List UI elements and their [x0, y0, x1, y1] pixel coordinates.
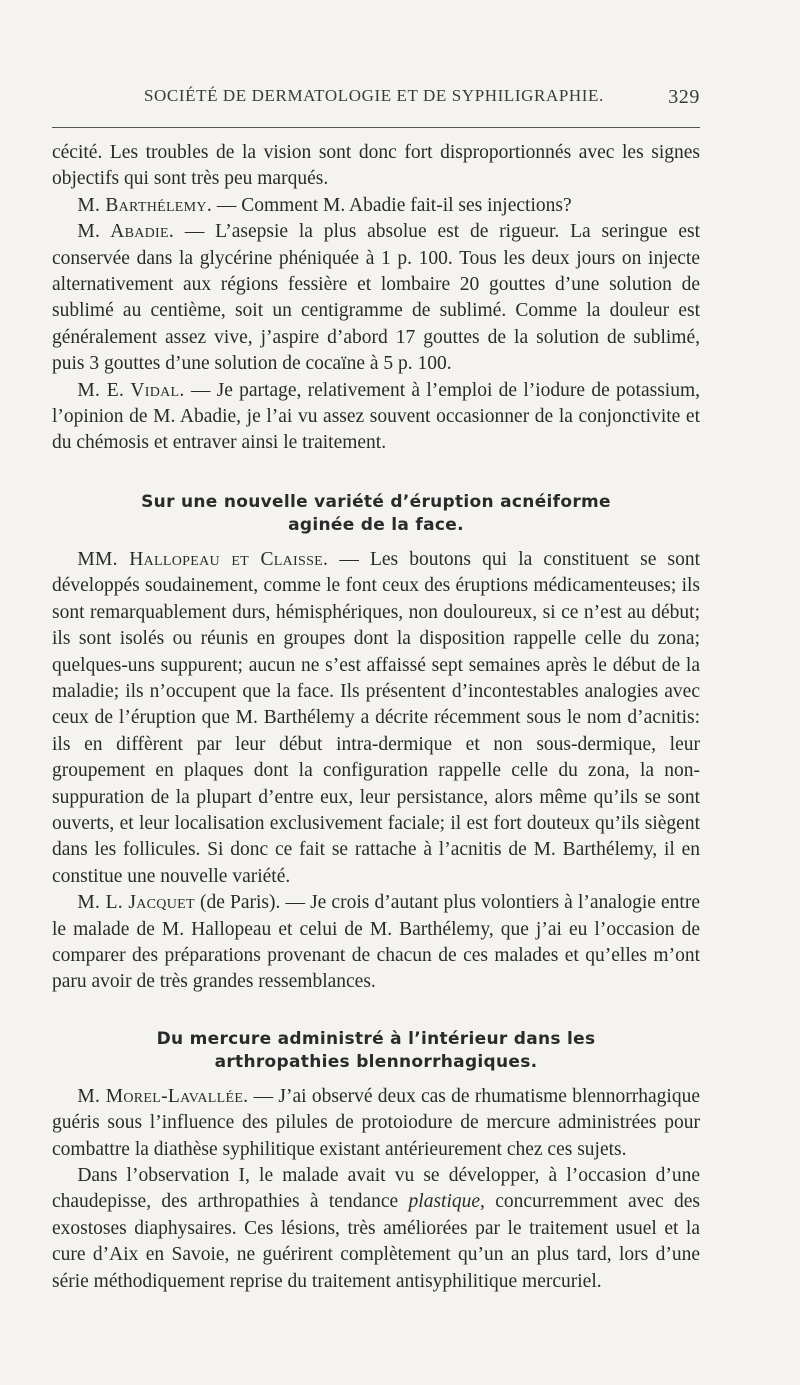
- body-text: [52, 140, 700, 1295]
- paragraph-text: , concurremment avec des exostoses diaphysaires. Ces lésions, très améliorées par le traitement usuel et la cure d’Aix en Savoie, ne guérirent complètement qu’un an plus tard, lors d’une série méthodiquement reprise du traitement antisyphilitique mercuriel.: [52, 1191, 700, 1292]
- paragraph-text: cécité. Les troubles de la vision sont donc fort disproportionnés avec les signes objectifs qui sont très peu marqués.: [52, 142, 700, 190]
- running-title: SOCIÉTÉ DE DERMATOLOGIE ET DE SYPHILIGRAPHIE.: [144, 86, 604, 105]
- paragraph: [52, 547, 700, 890]
- paragraph-text: — Les boutons qui la constituent se sont développés soudainement, comme le font ceux des éruptions médicamenteuses; ils sont remarquablement durs, hémisphériques, non douloureux, si ce n’est au début; ils sont isolés ou réunis en groupes dont la disposition rappelle celle du zona; quelques-uns suppurent; aucun ne s’est affaissé sept semaines après le début de la maladie; ils n’occupent que la face. Ils présentent d’incontestables analogies avec ceux de l’éruption que M. Barthélemy a décrite récemment sous le nom d’acnitis: ils en diffèrent par leur début intra-dermique et non sous-dermique, leur groupement en plaques dont la configuration rappelle celle du zona, la non-suppuration de la plupart d’entre eux, leur persistance, alors même qu’ils se sont ouverts, et leur localisation exclusivement faciale; il est fort douteux qu’ils siègent dans les follicules. Si donc ce fait se rattache à l’acnitis de M. Barthélemy, il en constitue une nouvelle variété.: [52, 548, 700, 887]
- paragraph: [52, 1084, 700, 1163]
- section-heading: Sur une nouvelle variété d’éruption acnéiforme aginée de la face.: [141, 491, 611, 535]
- paragraph-text: Dans l’observation I, le malade avait vu se développer, à l’occasion d’une chaudepisse, des arthropathies à tendance: [52, 1165, 700, 1213]
- paragraph: [52, 219, 700, 377]
- paragraph: [52, 1163, 700, 1295]
- speaker-name: M. Abadie.: [77, 221, 175, 243]
- paragraph-text: (de Paris). — Je crois d’autant plus volontiers à l’analogie entre le malade de M. Hallopeau et celui de M. Barthélemy, que j’ai eu l’occasion de comparer des préparations provenant de chacun de ces malades et qu’elles m’ont paru avoir de très grandes ressemblances.: [52, 892, 701, 993]
- paragraph-text: — L’asepsie la plus absolue est de rigueur. La seringue est conservée dans la glycérine phéniquée à 1 p. 100. Tous les deux jours on injecte alternativement aux régions fessière et lombaire 20 gouttes d’une solution de sublimé au centième, soit un centigramme de sublimé. Comme la douleur est généralement assez vive, j’aspire d’abord 17 gouttes de la solution de sublimé, puis 3 gouttes d’une solution de cocaïne à 5 p. 100.: [52, 221, 700, 375]
- paragraph-text: — J’ai observé deux cas de rhumatisme blennorrhagique guéris sous l’influence des pilules de protoiodure de mercure administrées pour combattre la diathèse syphilitique existant antérieurement chez ces sujets.: [52, 1085, 700, 1160]
- paragraph: [52, 378, 700, 457]
- speaker-name: M. Morel-Lavallée.: [77, 1085, 249, 1107]
- paragraph: [52, 193, 700, 219]
- speaker-name: MM. Hallopeau et Claisse.: [77, 548, 329, 570]
- section-heading: Du mercure administré à l’intérieur dans les arthropathies blennorrhagiques.: [156, 1028, 596, 1072]
- paragraph-text: — Comment M. Abadie fait-il ses injections?: [212, 194, 572, 216]
- speaker-name: M. E. Vidal.: [77, 379, 185, 401]
- header-rule: [52, 127, 700, 128]
- paragraph: [52, 890, 700, 996]
- speaker-name: M. Barthélemy.: [77, 194, 212, 216]
- paragraph: [52, 140, 700, 193]
- paragraph-text: — Je partage, relativement à l’emploi de l’iodure de potassium, l’opinion de M. Abadie, je l’ai vu assez souvent occasionner de la conjonctivite et du chémosis et entraver ainsi le traitement.: [52, 379, 701, 454]
- speaker-name: M. L. Jacquet: [77, 892, 195, 914]
- page-number: 329: [668, 86, 700, 108]
- italic-term: plastique: [408, 1191, 481, 1213]
